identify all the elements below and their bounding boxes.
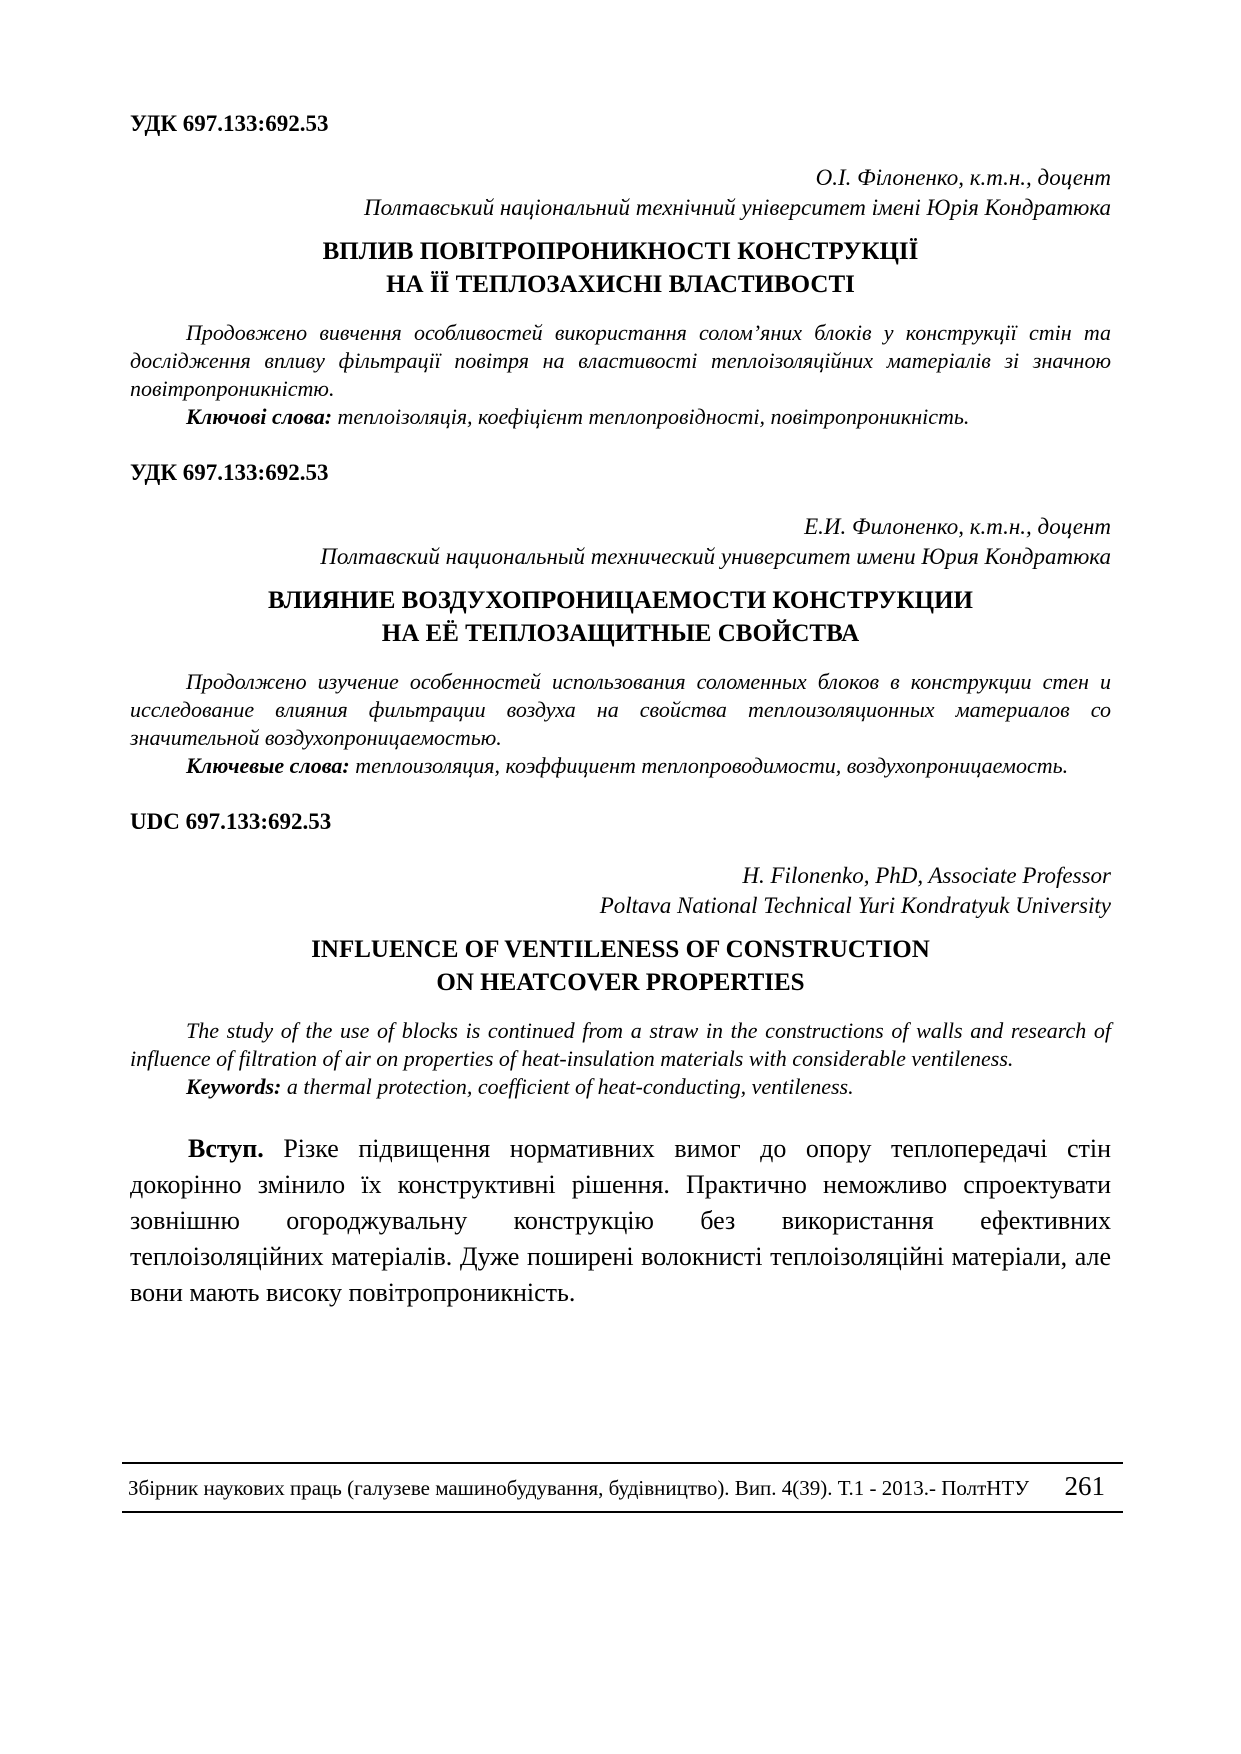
journal-citation: Збірник наукових праць (галузеве машинобудування, будівництво). Вип. 4(39). Т.1 - 2013.- ПолтНТУ: [128, 1476, 1030, 1500]
keywords-label-en: Keywords:: [186, 1074, 282, 1099]
udc-code-uk: УДК 697.133:692.53: [130, 111, 329, 136]
title-line1-ru: ВЛИЯНИЕ ВОЗДУХОПРОНИЦАЕМОСТИ КОНСТРУКЦИИ: [268, 587, 973, 614]
section-russian: [130, 461, 1111, 780]
affiliation-line-en: Poltava National Technical Yuri Kondratyuk University: [599, 893, 1111, 918]
introduction-paragraph: [130, 1131, 1111, 1311]
affiliation-line-uk: Полтавський національний технічний університет імені Юрія Кондратюка: [364, 195, 1111, 220]
section-english: [130, 810, 1111, 1101]
keywords-label-ru: Ключевые слова:: [186, 753, 350, 778]
author-line-ru: Е.И. Филоненко, к.т.н., доцент: [804, 514, 1111, 539]
authors-block-en: [130, 861, 1111, 921]
keywords-text-uk: теплоізоляція, коефіцієнт теплопровідності, повітропроникність.: [337, 404, 970, 429]
title-line1-uk: ВПЛИВ ПОВІТРОПРОНИКНОСТІ КОНСТРУКЦІЇ: [322, 238, 919, 265]
author-line-uk: О.І. Філоненко, к.т.н., доцент: [815, 165, 1111, 190]
article-title-ru: [130, 584, 1111, 650]
title-line1-en: INFLUENCE OF VENTILENESS OF CONSTRUCTION: [311, 936, 930, 963]
abstract-en: The study of the use of blocks is continued from a straw in the constructions of walls and research of influence of filtration of air on properties of heat-insulation materials with considerable ventileness.: [130, 1018, 1111, 1071]
author-line-en: H. Filonenko, PhD, Associate Professor: [742, 863, 1111, 888]
section-ukrainian: [130, 112, 1111, 431]
keywords-text-ru: теплоизоляция, коэффициент теплопроводимости, воздухопроницаемость.: [355, 753, 1069, 778]
keywords-text-en: a thermal protection, coefficient of heat-conducting, ventileness.: [286, 1074, 854, 1099]
authors-block-ru: [130, 512, 1111, 572]
udc-code-en: UDC 697.133:692.53: [130, 809, 332, 834]
keywords-en: [130, 1073, 1111, 1101]
affiliation-line-ru: Полтавский национальный технический университет имени Юрия Кондратюка: [320, 544, 1111, 569]
introduction-lead: Вступ.: [188, 1134, 264, 1163]
abstract-ru: Продолжено изучение особенностей использования соломенных блоков в конструкции стен и исследование влияния фильтрации воздуха на свойства теплоизоляционных материалов со значительной воздухопроницаемостью.: [130, 669, 1111, 750]
page-footer: [122, 1462, 1123, 1513]
article-title-en: [130, 933, 1111, 999]
introduction-text: Різке підвищення нормативних вимог до опору теплопередачі стін докорінно змінило їх конструктивні рішення. Практично неможливо спроектувати зовнішню огороджувальну конструкцію без використання ефективних теплоізоляційних матеріалів. Дуже поширені волокнисті теплоізоляційні матеріали, але вони мають високу повітропроникність.: [130, 1134, 1112, 1307]
authors-block-uk: [130, 163, 1111, 223]
title-line2-ru: НА ЕЁ ТЕПЛОЗАЩИТНЫЕ СВОЙСТВА: [381, 620, 860, 647]
article-title-uk: [130, 235, 1111, 301]
keywords-uk: [130, 403, 1111, 431]
title-line2-en: ON HEATCOVER PROPERTIES: [436, 969, 805, 996]
abstract-uk: Продовжено вивчення особливостей використання солом’яних блоків у конструкції стін та дослідження впливу фільтрації повітря на властивості теплоізоляційних матеріалів зі значною повітропроникністю.: [130, 320, 1111, 401]
title-line2-uk: НА ЇЇ ТЕПЛОЗАХИСНІ ВЛАСТИВОСТІ: [386, 271, 855, 298]
keywords-ru: [130, 752, 1111, 780]
keywords-label-uk: Ключові слова:: [186, 404, 333, 429]
page-number: 261: [1064, 1471, 1105, 1501]
udc-code-ru: УДК 697.133:692.53: [130, 460, 329, 485]
